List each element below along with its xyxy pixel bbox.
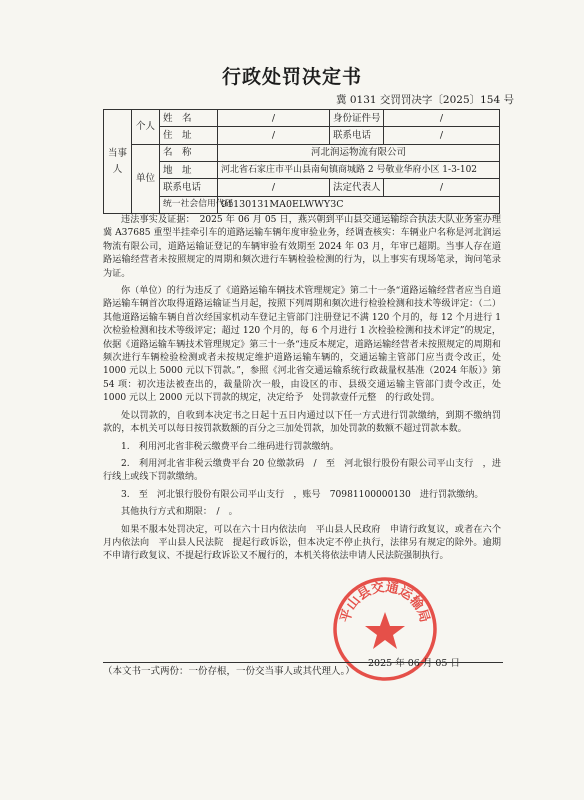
- seal-text: 平山县交通运输局: [338, 580, 432, 625]
- document-body: [103, 214, 501, 564]
- payment-method-3: 3. 至 河北银行股份有限公司平山支行 ，账号 70981100000130 进行罚款缴纳。: [121, 489, 484, 500]
- unit-address-label: 地 址: [160, 161, 218, 178]
- other-execution: 其他执行方式和期限： / 。: [121, 507, 238, 518]
- id-label: 身份证件号: [330, 110, 384, 127]
- party-info-table: [103, 109, 500, 214]
- phone-value: /: [384, 127, 500, 144]
- unit-phone-value: /: [218, 179, 330, 196]
- address-label: 住 址: [160, 127, 218, 144]
- credit-code-label: 统一社会信用代码: [160, 196, 218, 213]
- name-label: 姓 名: [160, 110, 218, 127]
- appeal-paragraph: 如果不服本处罚决定，可以在六十日内依法向 平山县人民政府 申请行政复议，或者在六个月内依法向 平山县人民法院 提起行政诉讼，但本决定不停止执行，法律另有规定的除外。逾期不申请行政复议、不提起行政诉讼又不履行的，本机关将依法申请人民法院强制执行。: [103, 524, 501, 562]
- name-value: /: [218, 110, 330, 127]
- footer-note: （本文书一式两份：一份存根，一份交当事人或其代理人。）: [103, 662, 503, 683]
- document-title: 行政处罚决定书: [221, 66, 362, 88]
- payment-paragraph: 处以罚款的，自收到本决定书之日起十五日内通过以下任一方式进行罚款缴纳，到期不缴纳罚款的，本机关可以每日按罚款数额的百分之三加处罚款，加处罚款的数额不超过罚款本数。: [103, 410, 501, 435]
- unit-name-value: 河北润运物流有限公司: [218, 144, 500, 161]
- party-header: 当事人: [104, 110, 132, 214]
- payment-method-2: 2. 利用河北省非税云缴费平台 20 位缴款码 / 至 河北银行股份有限公司平山支行 ，进行线上或线下罚款缴纳。: [103, 458, 501, 483]
- phone-label: 联系电话: [330, 127, 384, 144]
- unit-label: 单位: [132, 144, 160, 213]
- seal-star-icon: [365, 612, 405, 649]
- individual-label: 个人: [132, 110, 160, 145]
- payment-method-1: 1. 利用河北省非税云缴费平台二维码进行罚款缴纳。: [121, 441, 339, 452]
- facts-paragraph: 违法事实及证据： 2025 年 06 月 05 日，燕兴朝到平山县交通运输综合执法大队业务室办理冀 A37685 重型半挂牵引车的道路运输车辆年度审验业务，经调查核实：车辆业户名称是河北润运物流有限公司，道路运输证登记的车辆审验有效期至 2024 年 03 月，年审已超期。当事人存在道路运输经营者未按照规定的周期和频次进行车辆检验检测的行为，以上事实有现场笔录，询问笔录为证。: [103, 215, 501, 279]
- address-value: /: [218, 127, 330, 144]
- credit-code-value: 91130131MA0ELWWY3C: [218, 196, 500, 213]
- violation-paragraph: 你（单位）的行为违反了《道路运输车辆技术管理规定》第二十一条“道路运输经营者应当自道路运输车辆首次取得道路运输证当月起，按照下列周期和频次进行检验检测和技术等级评定：（二）其他道路运输车辆自首次经国家机动车登记主管部门注册登记不满 120 个月的，每 12 个月进行 1 次检验检测和技术等级评定；超过 120 个月的，每 6 个月进行 1 次检验检测和技术评定”的规定，依据《道路运输车辆技术管理规定》第三十一条“违反本规定，道路运输经营者未按照规定的周期和频次进行车辆检验检测或者未按规定维护道路运输车辆的，交通运输主管部门应当责令改正，处 1000 元以上 5000 元以下罚款。”，参照《河北省交通运输系统行政裁量权基准（2024 年版）》第 54 项：初次违法被查出的，裁量阶次一般，由设区的市、县级交通运输主管部门责令改正，处 1000 元以上 2000 元以下罚款的规定，决定给予 处罚款壹仟元整 的行政处罚。: [103, 286, 501, 404]
- legal-rep-label: 法定代表人: [330, 179, 384, 196]
- unit-address-value: 河北省石家庄市平山县南甸镇商城路 2 号敬业华府小区 1-3-102: [218, 161, 500, 178]
- document-number: 冀 0131 交罚罚决字〔2025〕154 号: [336, 94, 514, 106]
- id-value: /: [384, 110, 500, 127]
- legal-rep-value: /: [384, 179, 500, 196]
- issue-date: 2025 年 06 月 05 日: [368, 658, 460, 669]
- unit-name-label: 名 称: [160, 144, 218, 161]
- unit-phone-label: 联系电话: [160, 179, 218, 196]
